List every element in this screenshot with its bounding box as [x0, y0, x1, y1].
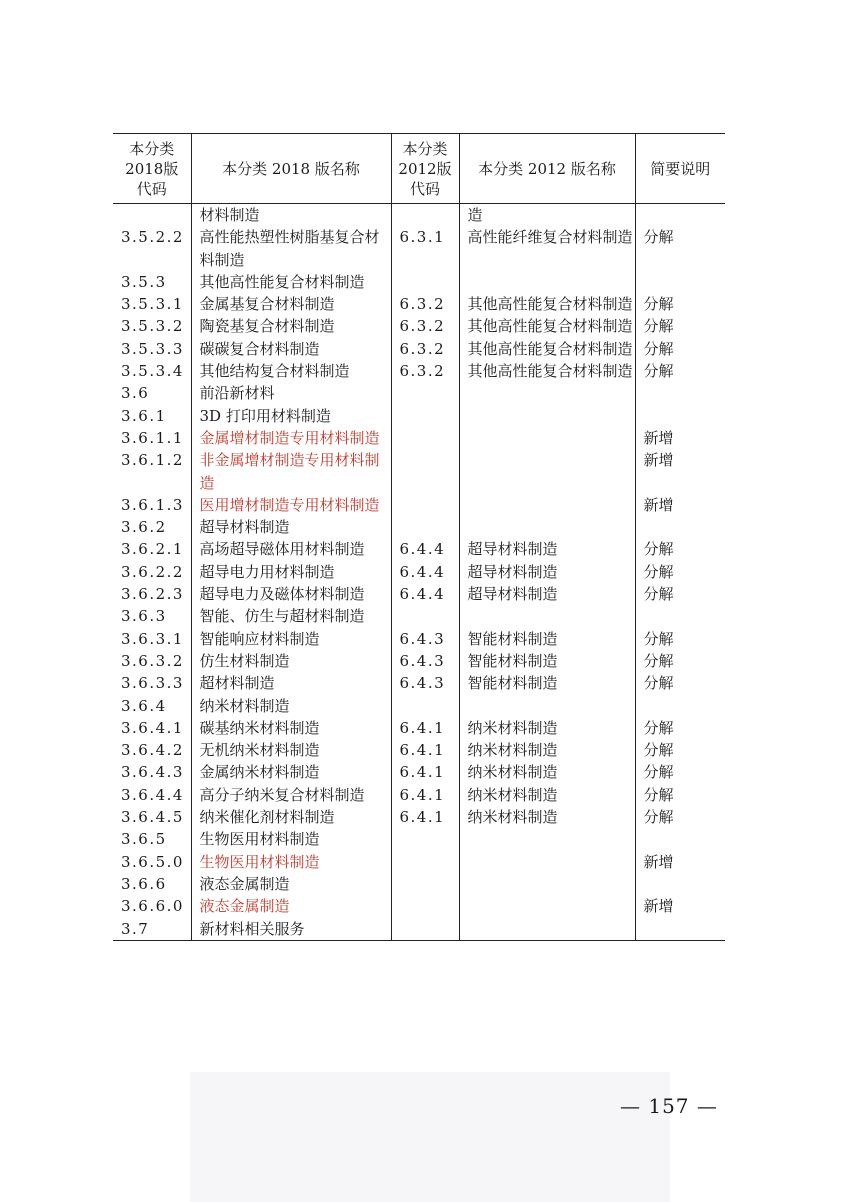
table-row: [113, 761, 725, 783]
cell-code-2012: 6.4.3: [391, 672, 459, 694]
table-row: [113, 382, 725, 404]
cell-note: 分解: [635, 672, 725, 694]
cell-name-2018: 非金属增材制造专用材料制造: [191, 449, 391, 494]
header-code-2018: 本分类 2018版 代码: [113, 134, 191, 204]
header-code-2012: 本分类 2012版 代码: [391, 134, 459, 204]
cell-code-2012: [391, 449, 459, 494]
cell-name-2018: 3D 打印用材料制造: [191, 405, 391, 427]
cell-code-2012: [391, 494, 459, 516]
cell-code-2018: 3.7: [121, 919, 150, 938]
cell-name-2012: [459, 605, 635, 627]
cell-name-2012: 纳米材料制造: [459, 739, 635, 761]
cell-code-2018: [113, 204, 191, 227]
cell-note: 分解: [635, 761, 725, 783]
table-row: [113, 538, 725, 560]
cell-name-2018: 纳米催化剂材料制造: [191, 806, 391, 828]
cell-name-2012: [459, 427, 635, 449]
table-row: [113, 516, 725, 538]
table-row: [113, 449, 725, 494]
cell-note: 分解: [635, 739, 725, 761]
cell-note: 分解: [635, 784, 725, 806]
cell-note: 分解: [635, 717, 725, 739]
cell-note: [635, 382, 725, 404]
cell-code-2018: 3.6.5: [121, 830, 167, 849]
cell-name-2018: 超导电力用材料制造: [191, 561, 391, 583]
table-row: [113, 293, 725, 315]
cell-code-2012: [391, 382, 459, 404]
cell-code-2012: [391, 204, 459, 227]
cell-name-2012: 纳米材料制造: [459, 761, 635, 783]
cell-name-2012: [459, 918, 635, 941]
cell-code-2012: 6.3.2: [391, 338, 459, 360]
cell-code-2012: [391, 695, 459, 717]
cell-name-2012: [459, 405, 635, 427]
table-row: [113, 873, 725, 895]
cell-code-2018: 3.6.2.2: [121, 562, 184, 581]
cell-name-2018: 碳碳复合材料制造: [191, 338, 391, 360]
cell-code-2012: 6.3.2: [391, 293, 459, 315]
cell-code-2012: 6.4.1: [391, 761, 459, 783]
cell-code-2018: 3.6.4.4: [121, 785, 184, 804]
cell-note: 分解: [635, 650, 725, 672]
table-row: [113, 583, 725, 605]
cell-note: 新增: [635, 895, 725, 917]
cell-name-2018: 金属增材制造专用材料制造: [191, 427, 391, 449]
cell-name-2018: 金属纳米材料制造: [191, 761, 391, 783]
cell-name-2012: [459, 828, 635, 850]
cell-code-2012: [391, 271, 459, 293]
cell-note: [635, 873, 725, 895]
cell-code-2018: 3.6.6.0: [121, 897, 184, 916]
cell-name-2018: 生物医用材料制造: [191, 828, 391, 850]
table-row: [113, 561, 725, 583]
cell-name-2012: 高性能纤维复合材料制造: [459, 226, 635, 271]
cell-note: 新增: [635, 427, 725, 449]
table-row: [113, 828, 725, 850]
cell-note: 分解: [635, 338, 725, 360]
cell-name-2012: 超导材料制造: [459, 561, 635, 583]
cell-code-2018: 3.6.3.2: [121, 651, 184, 670]
cell-name-2012: 其他高性能复合材料制造: [459, 293, 635, 315]
cell-code-2018: 3.5.3.4: [121, 362, 184, 381]
header-name-2018: 本分类 2018 版名称: [191, 134, 391, 204]
cell-name-2018: 高分子纳米复合材料制造: [191, 784, 391, 806]
cell-note: 新增: [635, 494, 725, 516]
cell-name-2012: 其他高性能复合材料制造: [459, 360, 635, 382]
cell-note: [635, 405, 725, 427]
cell-name-2012: [459, 895, 635, 917]
table-row: [113, 895, 725, 917]
cell-code-2018: 3.6.3.3: [121, 674, 184, 693]
cell-name-2018: 金属基复合材料制造: [191, 293, 391, 315]
table-row: [113, 918, 725, 941]
cell-code-2018: 3.6.2: [121, 518, 167, 537]
cell-code-2018: 3.6.2.3: [121, 585, 184, 604]
classification-table-container: [113, 133, 725, 941]
classification-table: [113, 133, 725, 941]
cell-name-2012: [459, 271, 635, 293]
cell-code-2018: 3.6.1.1: [121, 428, 184, 447]
cell-code-2018: 3.6.3: [121, 607, 167, 626]
table-row: [113, 338, 725, 360]
cell-code-2012: 6.4.1: [391, 717, 459, 739]
cell-note: 分解: [635, 360, 725, 382]
cell-code-2018: 3.6.4: [121, 696, 167, 715]
cell-note: 分解: [635, 561, 725, 583]
cell-code-2012: [391, 873, 459, 895]
cell-name-2018: 超导材料制造: [191, 516, 391, 538]
cell-code-2012: [391, 405, 459, 427]
table-row: [113, 315, 725, 337]
cell-name-2012: [459, 494, 635, 516]
cell-note: [635, 695, 725, 717]
table-row: [113, 360, 725, 382]
table-row: [113, 739, 725, 761]
cell-name-2012: 其他高性能复合材料制造: [459, 338, 635, 360]
cell-code-2018: 3.6.3.1: [121, 629, 184, 648]
cell-name-2012: 纳米材料制造: [459, 806, 635, 828]
cell-note: 新增: [635, 449, 725, 494]
table-row: [113, 226, 725, 271]
cell-code-2012: [391, 851, 459, 873]
table-row: [113, 784, 725, 806]
cell-name-2012: 纳米材料制造: [459, 717, 635, 739]
cell-name-2012: [459, 449, 635, 494]
cell-name-2018: 陶瓷基复合材料制造: [191, 315, 391, 337]
cell-code-2018: 3.6: [121, 384, 150, 403]
cell-code-2012: [391, 895, 459, 917]
cell-name-2012: 智能材料制造: [459, 628, 635, 650]
cell-name-2018: 其他高性能复合材料制造: [191, 271, 391, 293]
table-row: [113, 204, 725, 227]
cell-name-2018: 液态金属制造: [191, 873, 391, 895]
cell-name-2018: 新材料相关服务: [191, 918, 391, 941]
cell-code-2018: 3.6.1: [121, 406, 167, 425]
cell-note: 分解: [635, 806, 725, 828]
cell-note: 分解: [635, 315, 725, 337]
cell-name-2018: 纳米材料制造: [191, 695, 391, 717]
cell-name-2012: 其他高性能复合材料制造: [459, 315, 635, 337]
cell-name-2018: 高场超导磁体用材料制造: [191, 538, 391, 560]
cell-name-2012: 超导材料制造: [459, 583, 635, 605]
cell-note: 分解: [635, 628, 725, 650]
table-row: [113, 806, 725, 828]
cell-note: [635, 918, 725, 941]
cell-name-2012: [459, 695, 635, 717]
cell-code-2018: 3.6.5.0: [121, 852, 184, 871]
cell-name-2018: 材料制造: [191, 204, 391, 227]
cell-note: [635, 828, 725, 850]
table-row: [113, 695, 725, 717]
cell-name-2012: [459, 382, 635, 404]
cell-code-2018: 3.6.6: [121, 874, 167, 893]
table-row: [113, 605, 725, 627]
cell-code-2012: [391, 427, 459, 449]
cell-code-2012: 6.4.3: [391, 650, 459, 672]
header-note: 简要说明: [635, 134, 725, 204]
cell-name-2018: 生物医用材料制造: [191, 851, 391, 873]
cell-note: [635, 605, 725, 627]
table-row: [113, 672, 725, 694]
cell-note: [635, 204, 725, 227]
header-name-2012: 本分类 2012 版名称: [459, 134, 635, 204]
cell-name-2018: 碳基纳米材料制造: [191, 717, 391, 739]
cell-name-2012: 智能材料制造: [459, 672, 635, 694]
cell-name-2012: [459, 851, 635, 873]
cell-code-2018: 3.5.3.1: [121, 295, 184, 314]
cell-code-2012: 6.3.1: [391, 226, 459, 271]
cell-code-2012: 6.4.1: [391, 806, 459, 828]
cell-code-2018: 3.6.4.2: [121, 741, 184, 760]
cell-code-2018: 3.6.2.1: [121, 540, 184, 559]
cell-note: 分解: [635, 226, 725, 271]
cell-name-2012: [459, 873, 635, 895]
page-bottom-shade: [190, 1072, 670, 1202]
cell-code-2012: 6.4.4: [391, 583, 459, 605]
cell-code-2018: 3.6.4.3: [121, 763, 184, 782]
cell-note: 分解: [635, 293, 725, 315]
cell-name-2018: 仿生材料制造: [191, 650, 391, 672]
cell-code-2018: 3.5.3.3: [121, 339, 184, 358]
cell-name-2018: 无机纳米材料制造: [191, 739, 391, 761]
cell-name-2018: 液态金属制造: [191, 895, 391, 917]
cell-code-2018: 3.5.2.2: [121, 228, 184, 247]
cell-name-2018: 超材料制造: [191, 672, 391, 694]
table-row: [113, 851, 725, 873]
cell-note: 分解: [635, 538, 725, 560]
table-row: [113, 717, 725, 739]
cell-code-2012: 6.4.4: [391, 538, 459, 560]
cell-note: 新增: [635, 851, 725, 873]
cell-code-2018: 3.5.3: [121, 272, 167, 291]
cell-name-2018: 医用增材制造专用材料制造: [191, 494, 391, 516]
cell-code-2012: 6.4.1: [391, 784, 459, 806]
cell-name-2012: 造: [459, 204, 635, 227]
table-header: [113, 134, 725, 204]
cell-name-2012: 智能材料制造: [459, 650, 635, 672]
cell-code-2012: 6.3.2: [391, 360, 459, 382]
cell-code-2018: 3.6.1.3: [121, 495, 184, 514]
cell-code-2018: 3.6.4.5: [121, 808, 184, 827]
cell-name-2018: 前沿新材料: [191, 382, 391, 404]
cell-note: [635, 516, 725, 538]
cell-code-2012: 6.3.2: [391, 315, 459, 337]
cell-code-2012: 6.4.4: [391, 561, 459, 583]
cell-name-2018: 智能响应材料制造: [191, 628, 391, 650]
header-row: [113, 134, 725, 204]
cell-code-2018: 3.6.1.2: [121, 451, 184, 470]
page-number: — 157 —: [620, 1094, 718, 1118]
cell-name-2012: 纳米材料制造: [459, 784, 635, 806]
table-row: [113, 628, 725, 650]
cell-code-2012: [391, 918, 459, 941]
cell-name-2018: 智能、仿生与超材料制造: [191, 605, 391, 627]
table-row: [113, 427, 725, 449]
cell-name-2018: 超导电力及磁体材料制造: [191, 583, 391, 605]
cell-code-2012: 6.4.1: [391, 739, 459, 761]
table-row: [113, 405, 725, 427]
cell-note: [635, 271, 725, 293]
cell-name-2018: 其他结构复合材料制造: [191, 360, 391, 382]
table-body: [113, 204, 725, 941]
cell-code-2012: [391, 828, 459, 850]
table-row: [113, 271, 725, 293]
cell-name-2012: 超导材料制造: [459, 538, 635, 560]
cell-note: 分解: [635, 583, 725, 605]
cell-code-2018: 3.5.3.2: [121, 317, 184, 336]
cell-name-2018: 高性能热塑性树脂基复合材料制造: [191, 226, 391, 271]
table-row: [113, 494, 725, 516]
cell-code-2012: [391, 516, 459, 538]
table-row: [113, 650, 725, 672]
cell-name-2012: [459, 516, 635, 538]
cell-code-2018: 3.6.4.1: [121, 718, 184, 737]
cell-code-2012: 6.4.3: [391, 628, 459, 650]
cell-code-2012: [391, 605, 459, 627]
